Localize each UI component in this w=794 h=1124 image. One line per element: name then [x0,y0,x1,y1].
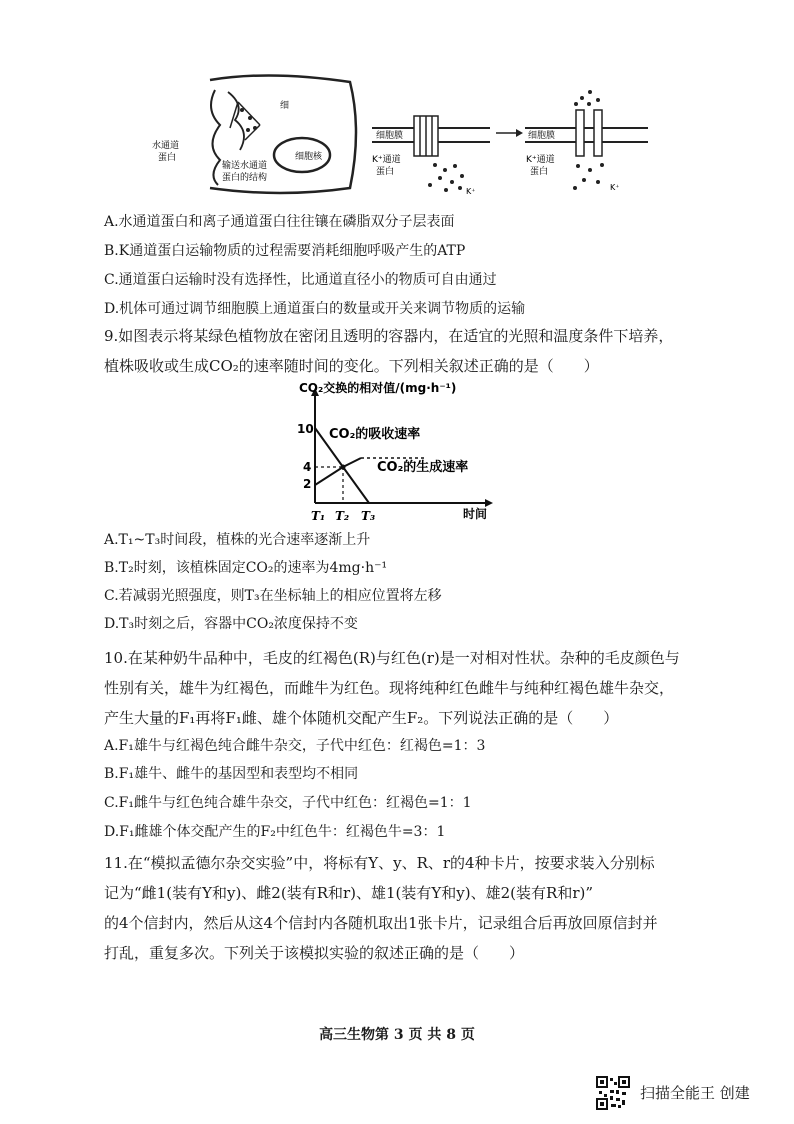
intersection-point [341,465,346,470]
ytick-4: 4 [303,460,312,474]
co2-chart [285,378,495,528]
label-k-channel-right: K⁺通道 [526,155,555,165]
label-water-structure-2: 蛋白的结构 [222,173,268,183]
q11-stem-3: 的4个信封内，然后从这4个信封内各随机取出1张卡片，记录组合后再放回原信封并 [104,914,658,932]
label-membrane-left: 细胞膜 [376,131,404,141]
watermark-text: 扫描全能王 创建 [640,1084,750,1102]
label-water-channel: 水通道 [152,141,180,151]
ytick-2: 2 [303,477,312,491]
q10-option-c: C.F₁雌牛与红色纯合雄牛杂交，子代中红色：红褐色=1：1 [104,795,472,811]
label-nucleus: 细胞核 [295,152,323,162]
q9-stem-2: 植株吸收或生成CO₂的速率随时间的变化。下列相关叙述正确的是（ ） [104,357,599,375]
k-channel-open-right [594,110,602,156]
q10-option-b: B.F₁雄牛、雌牛的基因型和表型均不相同 [104,766,359,782]
qr-code-icon [596,1076,630,1110]
label-water-channel-2: 蛋白 [158,153,177,163]
page-footer: 高三生物第 3 页 共 8 页 [319,1027,475,1043]
q10-option-a: A.F₁雄牛与红褐色纯合雌牛杂交，子代中红色：红褐色=1：3 [104,738,486,754]
label-water-structure: 输送水通道 [222,161,268,171]
q8-option-a: A.水通道蛋白和离子通道蛋白往往镶在磷脂双分子层表面 [104,214,455,230]
q10-stem-1: 10.在某种奶牛品种中，毛皮的红褐色(R)与红色(r)是一对相对性状。杂种的毛皮颜色与 [104,649,680,667]
q11-stem-4: 打乱，重复多次。下列关于该模拟实验的叙述正确的是（ ） [104,944,525,962]
label-k-right: K⁺ [610,183,620,192]
q9-stem-1: 9.如图表示将某绿色植物放在密闭且透明的容器内，在适宜的光照和温度条件下培养， [104,327,674,345]
q8-option-b: B.K通道蛋白运输物质的过程需要消耗细胞呼吸产生的ATP [104,243,466,259]
label-k-channel-left-2: 蛋白 [376,167,395,177]
q9-option-c: C.若减弱光照强度，则T₃在坐标轴上的相应位置将左移 [104,588,442,604]
q8-option-c: C.通道蛋白运输时没有选择性，比通道直径小的物质可自由通过 [104,272,497,288]
q10-stem-3: 产生大量的F₁再将F₁雌、雄个体随机交配产生F₂。下列说法正确的是（ ） [104,709,619,727]
q11-stem-1: 11.在“模拟孟德尔杂交实验”中，将标有Y、y、R、r的4种卡片，按要求装入分别标 [104,854,655,872]
label-membrane-right: 细胞膜 [528,131,556,141]
q10-stem-2: 性别有关，雄牛为红褐色，而雌牛为红色。现将纯种红色雌牛与纯种红褐色雄牛杂交， [104,679,675,697]
label-cell: 细 [280,101,290,111]
chart-ylabel: CO₂交换的相对值/(mg·h⁻¹) [299,381,457,395]
q11-stem-2: 记为“雌1(装有Y和y)、雌2(装有R和r)、雄1(装有Y和y)、雄2(装有R和r)” [104,884,594,902]
xtick-t2: T₂ [335,509,350,523]
series-absorption-label: CO₂的吸收速率 [329,427,421,442]
q10-option-d: D.F₁雌雄个体交配产生的F₂中红色牛：红褐色牛=3：1 [104,824,446,840]
chart-xlabel: 时间 [463,507,488,521]
label-k-channel-left: K⁺通道 [372,155,401,165]
xtick-t1: T₁ [311,509,326,523]
q8-option-d: D.机体可通过调节细胞膜上通道蛋白的数量或开关来调节物质的运输 [104,301,526,317]
xtick-t3: T₃ [361,509,376,523]
q9-option-d: D.T₃时刻之后，容器中CO₂浓度保持不变 [104,616,358,632]
q9-option-b: B.T₂时刻，该植株固定CO₂的速率为4mg·h⁻¹ [104,560,388,576]
label-k-left: K⁺ [466,187,476,196]
channel-protein-figure [150,70,650,200]
k-channel-open-left [576,110,584,156]
q9-option-a: A.T₁~T₃时间段，植株的光合速率逐渐上升 [104,532,371,548]
series-generation-label: CO₂的生成速率 [377,460,469,475]
label-k-channel-right-2: 蛋白 [530,167,549,177]
ytick-10: 10 [297,422,314,436]
